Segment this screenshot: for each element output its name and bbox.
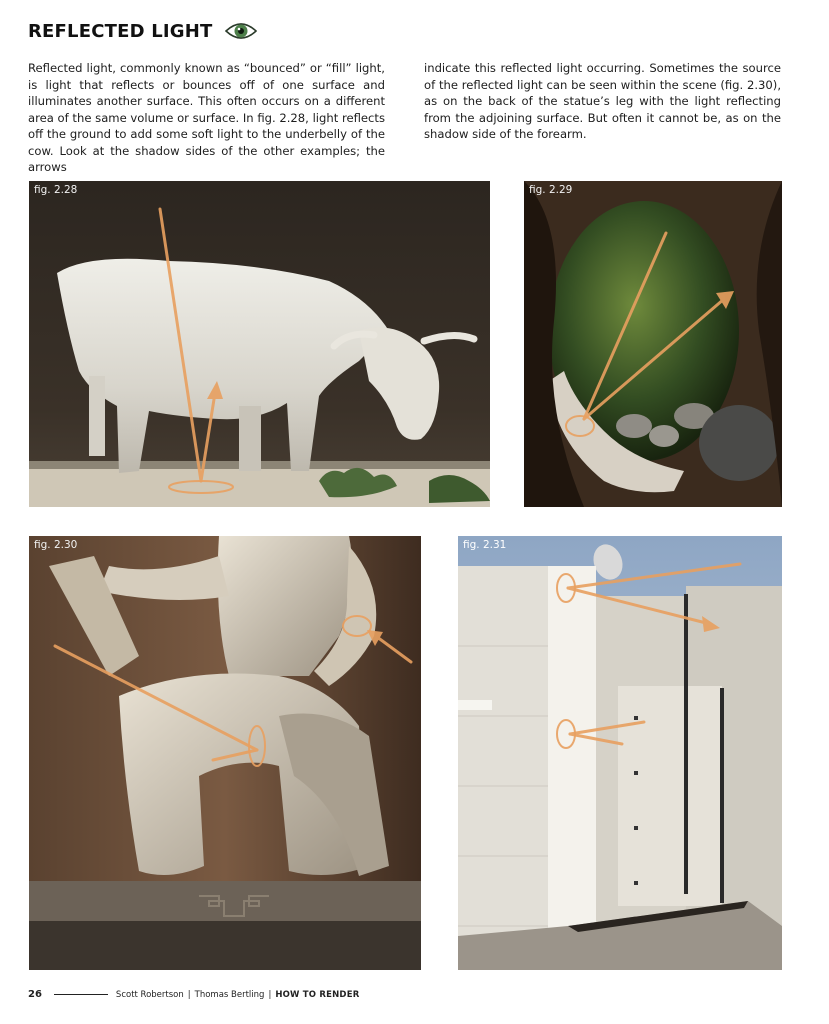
page-footer: [28, 989, 359, 1000]
footer-author: Scott Robertson: [115, 989, 184, 1000]
figure-label: fig. 2.31: [463, 539, 507, 551]
footer-author: Thomas Bertling: [194, 989, 265, 1000]
building-illustration: [458, 536, 782, 970]
cow-illustration: [29, 181, 490, 507]
footer-rule: [54, 994, 108, 995]
figure-label: fig. 2.30: [34, 539, 78, 551]
page-heading: [28, 20, 257, 42]
figure-cow-photo: [29, 181, 490, 507]
footer-separator: |: [187, 989, 191, 1000]
body-text-right-column: indicate this reflected light occurring. Sometimes the source of the reflected light can be seen within the scene (fig. 2.30), as on the back of the statue’s leg with the light reflecting from the adjoining surface. But often it cannot be, as on the shadow side of the forearm.: [424, 61, 781, 141]
footer-book-title: HOW TO RENDER: [275, 989, 360, 1000]
figure-cave-photo: [524, 181, 782, 507]
page-title: REFLECTED LIGHT: [28, 20, 213, 42]
eye-icon: [225, 20, 257, 42]
statue-illustration: [29, 536, 421, 970]
page-number: 26: [28, 989, 42, 1000]
figure-label: fig. 2.29: [529, 184, 573, 196]
figure-building-photo: [458, 536, 782, 970]
figure-label: fig. 2.28: [34, 184, 78, 196]
figure-statue-photo: [29, 536, 421, 970]
cave-illustration: [524, 181, 782, 507]
body-text-left-column: Reflected light, commonly known as “bounced” or “fill” light, is light that reflects or bounces off of one surface and illuminates another surface. This often occurs on a different area of the same volume or surface. In fig. 2.28, light reflects off the ground to add some soft light to the underbelly of the cow. Look at the shadow sides of the other examples; the arrows: [28, 61, 385, 174]
footer-separator: |: [268, 989, 272, 1000]
